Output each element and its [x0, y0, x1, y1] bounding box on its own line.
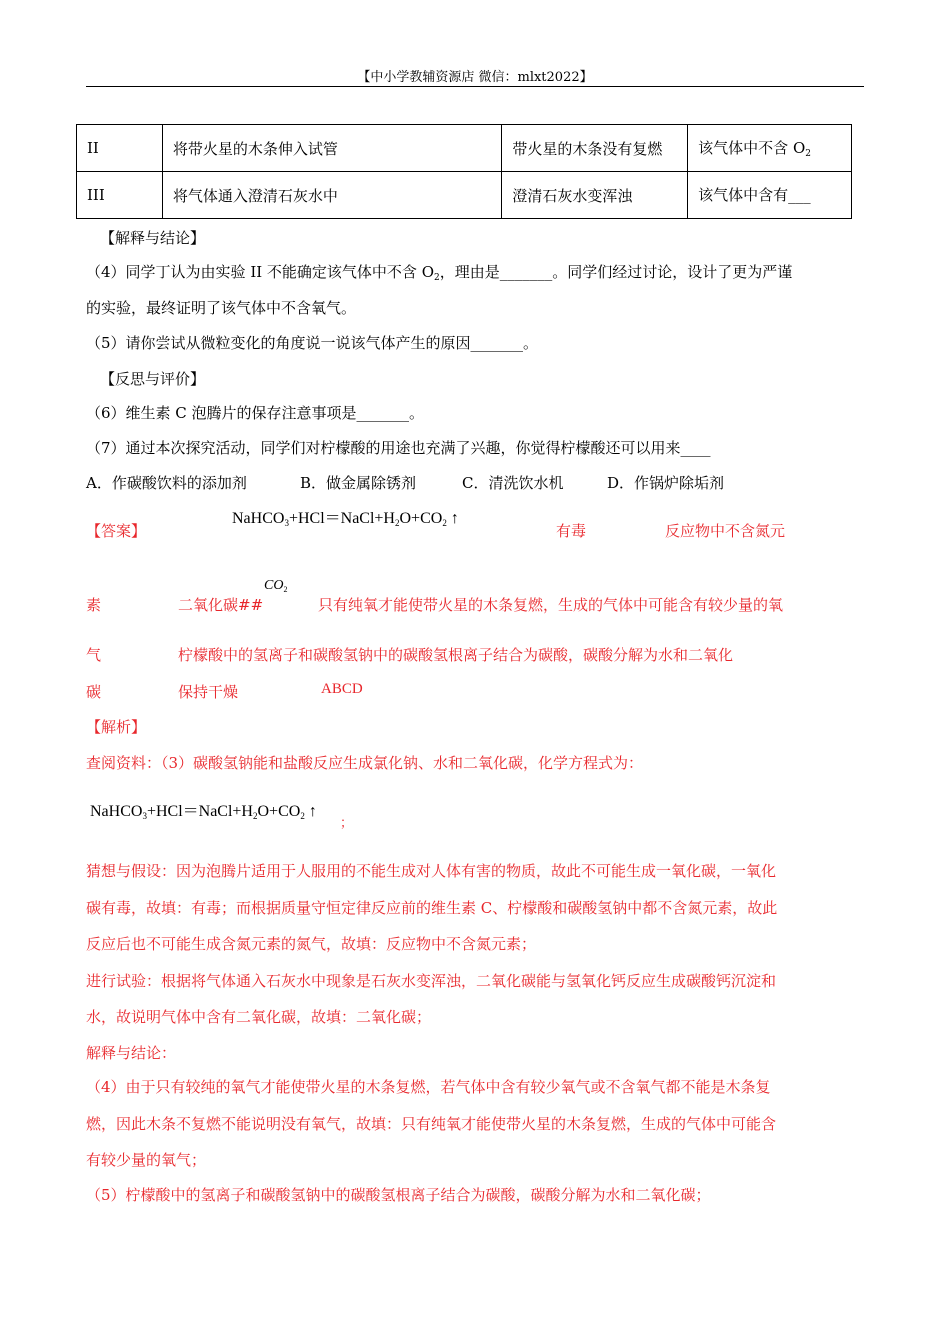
analysis-p9: 有较少量的氧气； — [86, 1151, 207, 1169]
eq-part: ↑ — [304, 803, 317, 820]
subscript: 2 — [805, 149, 811, 159]
section-heading-fansi: 【反思与评价】 — [100, 370, 206, 388]
experiment-table — [76, 124, 852, 219]
analysis-p7: （4）由于只有较纯的氧气才能使带火星的木条复燃，若气体中含有较少氧气或不含氧气都不能是木条复 — [86, 1078, 771, 1096]
answer-tan: 碳 — [86, 683, 102, 701]
option-b: B．做金属除锈剂 — [300, 474, 417, 492]
option-c: C．清洗饮水机 — [462, 474, 564, 492]
analysis-p2: 碳有毒，故填：有毒；而根据质量守恒定律反应前的维生素 C、柠檬酸和碳酸氢钠中都不含氮元素，故此 — [86, 899, 778, 917]
table-row — [77, 172, 852, 219]
eq-part: +HCl＝NaCl+H — [146, 803, 253, 820]
page-header: 【中小学教辅资源店 微信：mlxt2022】 — [357, 70, 593, 85]
co2-formula — [264, 578, 287, 594]
chemical-equation — [232, 505, 459, 528]
operation-cell: 将带火星的木条伸入试管 — [162, 125, 502, 172]
subscript: 2 — [442, 518, 447, 528]
option-d: D．作锅炉除垢剂 — [607, 474, 725, 492]
analysis-p8: 燃，因此木条不复燃不能说明没有氧气，故填：只有纯氧才能使带火星的木条复燃，生成的气体中可能含 — [86, 1115, 777, 1133]
phenomenon-cell: 带火星的木条没有复燃 — [502, 125, 688, 172]
row-number: II — [77, 125, 163, 172]
analysis-p3: 反应后也不可能生成含氮元素的氮气，故填：反应物中不含氮元素； — [86, 935, 537, 953]
section-heading-jieshi: 【解释与结论】 — [100, 229, 206, 247]
answer-zhiyou: 只有纯氧才能使带火星的木条复燃，生成的气体中可能含有较少量的氧 — [318, 596, 784, 614]
q4-text-a: （4）同学丁认为由实验 II 不能确定该气体中不含 O — [86, 263, 434, 281]
analysis-semicolon: ； — [340, 816, 354, 831]
subscript: 2 — [300, 811, 305, 821]
answer-su: 素 — [86, 596, 102, 614]
answer-fanying: 反应物中不含氮元 — [665, 522, 786, 540]
subscript: 3 — [284, 518, 289, 528]
operation-cell: 将气体通入澄清石灰水中 — [162, 172, 502, 219]
conclusion-text: 该气体中不含 O — [698, 139, 806, 157]
subscript: 2 — [283, 585, 288, 594]
question-6: （6）维生素 C 泡腾片的保存注意事项是_______。 — [86, 404, 425, 422]
subscript: 2 — [434, 273, 440, 283]
header-rule — [86, 86, 864, 87]
conclusion-cell — [688, 172, 852, 219]
analysis-line-1: 查阅资料：（3）碳酸氢钠能和盐酸反应生成氯化钠、水和二氧化碳，化学方程式为： — [86, 754, 644, 772]
answer-abcd: ABCD — [321, 681, 363, 697]
subscript: 3 — [142, 811, 147, 821]
conclusion-cell — [688, 125, 852, 172]
q4-text-b: ，理由是_______。同学们经过讨论，设计了更为严谨 — [439, 263, 793, 281]
eq-part: O+CO — [399, 510, 443, 527]
answer-youdu: 有毒 — [556, 522, 587, 540]
subscript: 2 — [395, 518, 400, 528]
answer-heading: 【答案】 — [86, 522, 147, 540]
eq-part: O+CO — [257, 803, 301, 820]
analysis-p4: 进行试验：根据将气体通入石灰水中现象是石灰水变浑浊，二氧化碳能与氢氧化钙反应生成碳酸钙沉淀和 — [86, 972, 777, 990]
row-number: III — [77, 172, 163, 219]
question-5: （5）请你尝试从微粒变化的角度说一说该气体产生的原因_______。 — [86, 334, 539, 352]
answer-ningmeng: 柠檬酸中的氢离子和碳酸氢钠中的碳酸氢根离子结合为碳酸，碳酸分解为水和二氧化 — [178, 646, 734, 664]
analysis-p6: 解释与结论： — [86, 1044, 177, 1062]
table-row — [77, 125, 852, 172]
conclusion-text: 该气体中含有___ — [698, 186, 811, 204]
analysis-p10: （5）柠檬酸中的氢离子和碳酸氢钠中的碳酸氢根离子结合为碳酸，碳酸分解为水和二氧化碳； — [86, 1186, 711, 1204]
question-7: （7）通过本次探究活动，同学们对柠檬酸的用途也充满了兴趣，你觉得柠檬酸还可以用来____ — [86, 439, 711, 457]
analysis-heading: 【解析】 — [86, 718, 147, 736]
eq-part: ↑ — [446, 510, 459, 527]
answer-co2-text: 二氧化碳## — [178, 596, 264, 614]
subscript: 2 — [253, 811, 258, 821]
analysis-p5: 水，故说明气体中含有二氧化碳，故填：二氧化碳； — [86, 1008, 432, 1026]
eq-part: NaHCO — [232, 510, 285, 527]
option-a: A．作碳酸饮料的添加剂 — [86, 474, 247, 492]
eq-part: +HCl＝NaCl+H — [288, 510, 395, 527]
phenomenon-cell: 澄清石灰水变浑浊 — [502, 172, 688, 219]
question-4-line-1 — [86, 261, 792, 283]
answer-qi: 气 — [86, 646, 102, 664]
analysis-p1: 猜想与假设：因为泡腾片适用于人服用的不能生成对人体有害的物质，故此不可能生成一氧化碳，一氧化 — [86, 862, 777, 880]
analysis-equation — [90, 798, 317, 821]
question-4-line-2: 的实验，最终证明了该气体中不含氧气。 — [86, 299, 357, 317]
answer-baochi: 保持干燥 — [178, 683, 239, 701]
co2-part: CO — [264, 578, 284, 593]
eq-part: NaHCO — [90, 803, 143, 820]
